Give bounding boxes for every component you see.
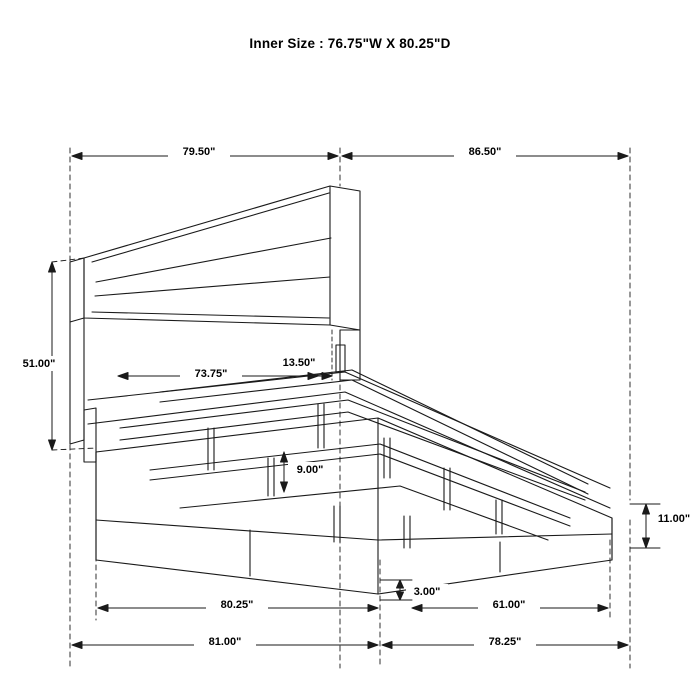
bed-headboard xyxy=(70,186,360,444)
dim-bottom-left-outer: 81.00" xyxy=(208,636,242,648)
dim-slat-height: 9.00" xyxy=(296,464,324,476)
dim-right-height: 11.00" xyxy=(657,513,691,525)
extension-lines xyxy=(70,148,630,668)
page-title: Inner Size : 76.75"W X 80.25"D xyxy=(249,36,451,51)
bed-slats xyxy=(120,370,588,548)
dim-left-height: 51.00" xyxy=(22,358,56,370)
dim-headboard-width: 73.75" xyxy=(194,368,228,380)
dim-headboard-panel: 13.50" xyxy=(282,357,316,369)
bed-side-rail xyxy=(84,372,612,594)
dim-bottom-left-inner: 80.25" xyxy=(220,599,254,611)
dim-bottom-right-inner: 61.00" xyxy=(492,599,526,611)
dimension-lines xyxy=(49,153,661,649)
dim-foot-rail: 3.00" xyxy=(413,586,441,598)
dim-top-left: 79.50" xyxy=(182,146,216,158)
dim-top-right: 86.50" xyxy=(468,146,502,158)
dim-bottom-right-outer: 78.25" xyxy=(488,636,522,648)
